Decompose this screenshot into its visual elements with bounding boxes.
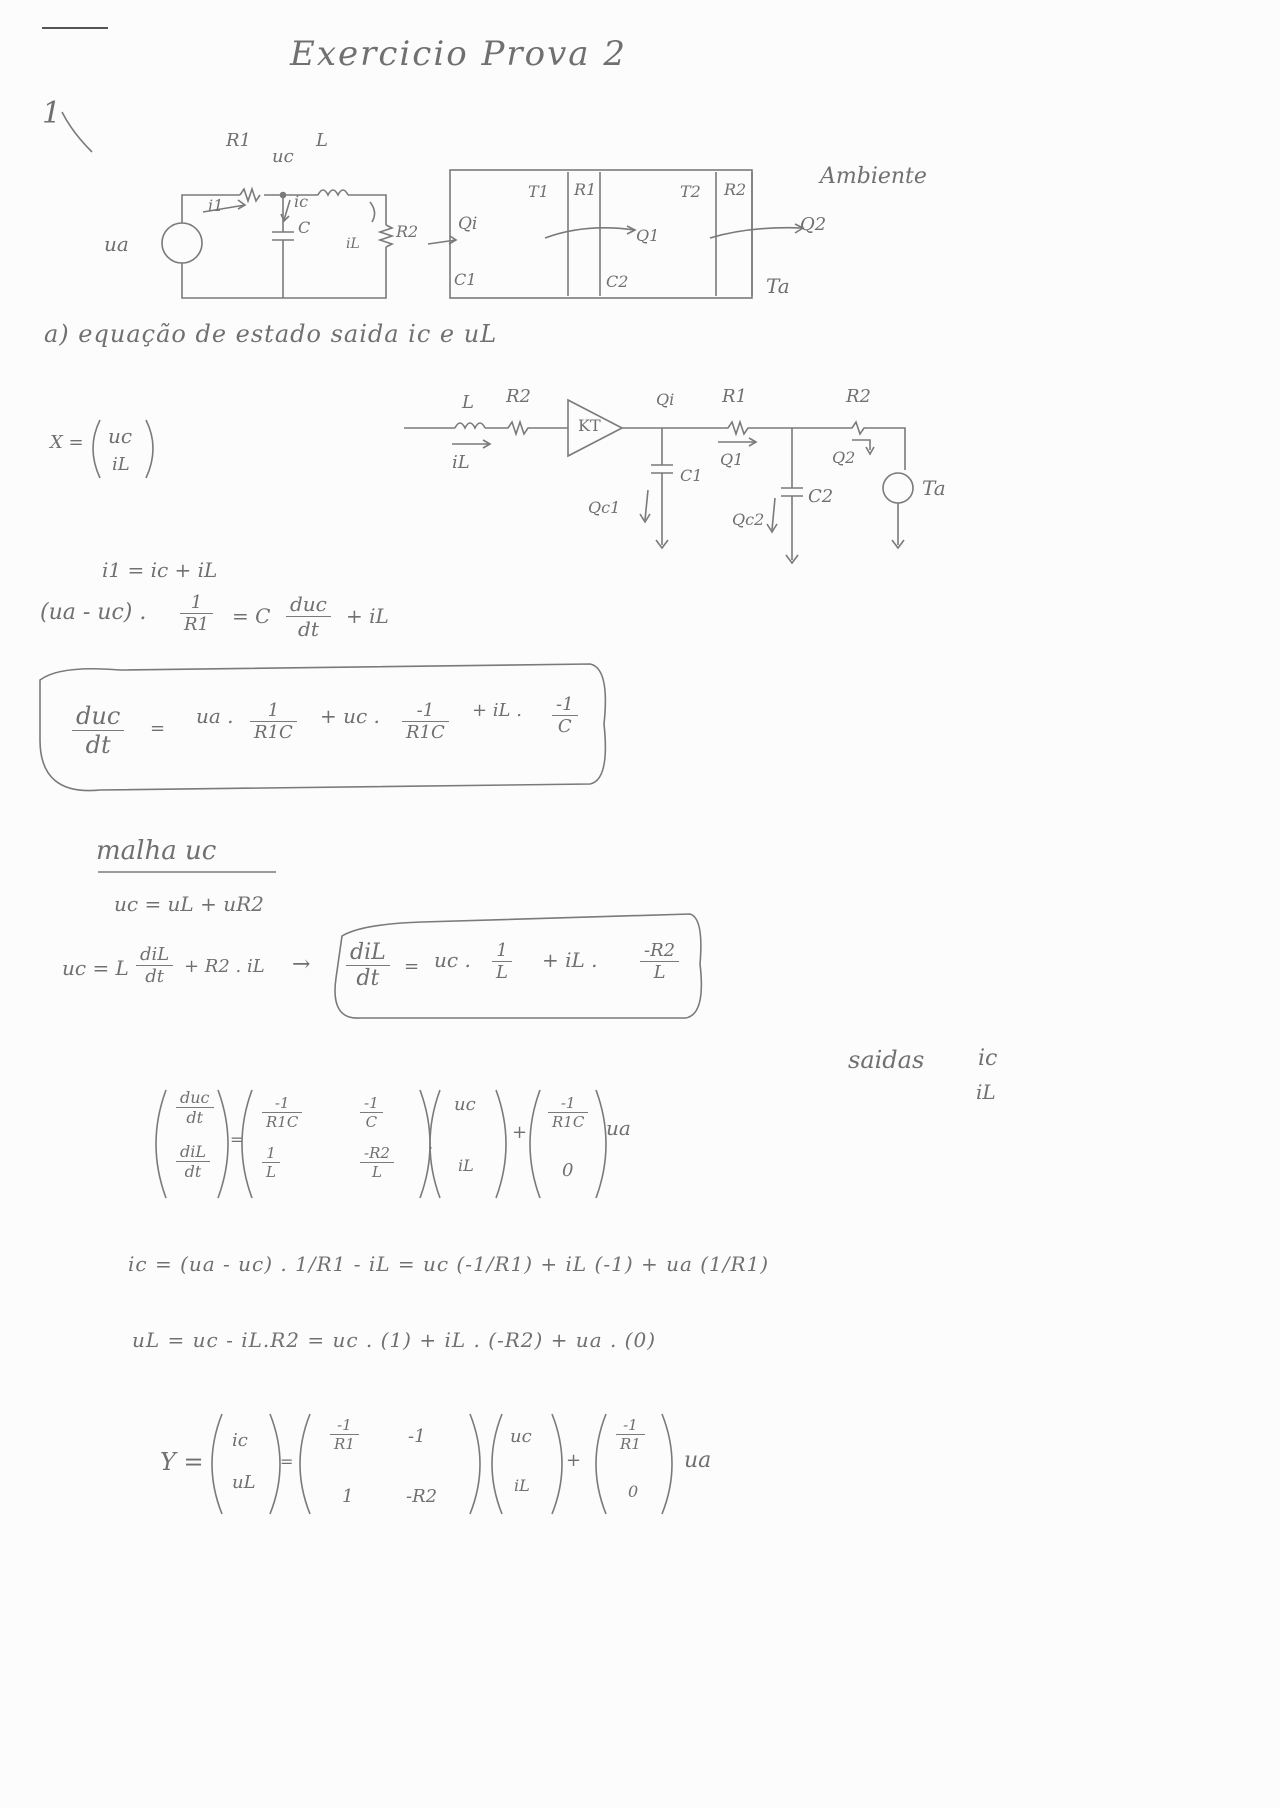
boxed2-equals: = (404, 956, 420, 977)
capacitor (272, 195, 294, 298)
block-il-label: iL (452, 452, 470, 473)
output-plus: + (566, 1450, 582, 1471)
r1-resistor (240, 189, 260, 201)
mesh-eq2-arrow: → (292, 952, 311, 977)
thermal-q2-label: Q2 (800, 214, 827, 235)
thermal-t2-label: T2 (680, 182, 701, 201)
thermal-q1-label: Q1 (636, 226, 660, 245)
thermal-r2-label: R2 (724, 180, 747, 199)
output-d2: 0 (628, 1482, 639, 1501)
ic-equation: ic = (ua - uc) . 1/R1 - iL = uc (-1/R1) + iL (-1) + ua (1/R1) (128, 1252, 770, 1276)
problem-number: 1 (42, 96, 62, 131)
outputs-il: iL (976, 1080, 996, 1104)
matrix-plus: + (512, 1122, 528, 1143)
circuit-c-label: C (298, 218, 311, 237)
thermal-qi-label: Qi (458, 214, 478, 234)
outputs-label: saidas (848, 1046, 925, 1074)
block-r1-label: R1 (722, 386, 748, 407)
boxed1-equals: = (150, 718, 166, 739)
boxed2-lhs: diL dt (346, 940, 390, 991)
block-ta-label: Ta (922, 476, 946, 500)
matrix-input: ua (606, 1116, 631, 1140)
boxed2-t2-pre: + iL . (542, 948, 598, 972)
boxed1-lhs: duc dt (72, 702, 124, 759)
block-q1-label: Q1 (720, 450, 744, 469)
inductor (318, 190, 348, 195)
state-vector-label: X = (50, 432, 84, 453)
output-x1: uc (510, 1426, 532, 1447)
thermal-ta-label: Ta (766, 274, 790, 298)
output-d1: $\frac{-1}{R1}$ (616, 1416, 645, 1453)
eq2-mid: = C (232, 604, 271, 628)
thermal-r1-label: R1 (574, 180, 597, 199)
matrix-a22: $\frac{-R2}{L}$ (360, 1144, 394, 1181)
output-x2: iL (514, 1476, 530, 1495)
block-r2-label: R2 (506, 386, 532, 407)
mesh-eq2-derivative: diL dt (136, 944, 173, 987)
boxed1-t3-frac: $\frac{-1}{C}$ (552, 694, 578, 737)
circuit-r1-label: R1 (226, 130, 252, 151)
page-title: Exercicio Prova 2 (290, 34, 627, 74)
mesh-title: malha uc (96, 836, 217, 866)
output-label: Y = (160, 1448, 204, 1476)
boxed1-t2-frac: $\frac{-1}{R1C}$ (402, 700, 449, 743)
output-c21: 1 (342, 1486, 354, 1507)
thermal-c1-label: C1 (454, 270, 477, 289)
block-q2-label: Q2 (832, 448, 856, 467)
circuit-l-label: L (316, 130, 328, 151)
boxed2-t1-pre: uc . (434, 948, 471, 972)
thermal-c2-label: C2 (606, 272, 629, 291)
output-input: ua (684, 1448, 712, 1473)
block-qc2-label: Qc2 (732, 510, 765, 529)
boxed1-t1-pre: ua . (196, 704, 234, 728)
mesh-eq1: uc = uL + uR2 (114, 892, 264, 916)
r2-resistor (380, 225, 392, 247)
eq2-fraction: $\frac{1}{R1}$ (180, 592, 213, 635)
circuit-i1-label: i1 (208, 196, 224, 215)
boxed2-t2-frac: $\frac{-R2}{L}$ (640, 940, 679, 983)
block-c2-label: C2 (808, 486, 834, 507)
block-qi-label: Qi (656, 390, 675, 409)
output-y2: uL (232, 1472, 256, 1493)
ul-equation: uL = uc - iL.R2 = uc . (1) + iL . (-R2) + ua . (0) (132, 1328, 657, 1352)
circuit-il-label: iL (346, 236, 360, 252)
block-kt-label: KT (578, 416, 601, 435)
output-equals: = (280, 1452, 294, 1471)
matrix-lhs2: diL dt (176, 1142, 210, 1181)
matrix-dot: . (428, 1134, 434, 1153)
matrix-equals: = (230, 1130, 244, 1149)
thermal-t1-label: T1 (528, 182, 549, 201)
eq2-derivative: duc dt (286, 592, 331, 641)
block-r2b-label: R2 (846, 386, 872, 407)
state-vector-bottom: iL (112, 454, 130, 475)
matrix-a12: $\frac{-1}{C}$ (360, 1094, 383, 1131)
circuit-r2-label: R2 (396, 222, 419, 241)
output-c11: $\frac{-1}{R1}$ (330, 1416, 359, 1453)
part-a-heading: a) equação de estado saida ic e uL (44, 320, 498, 348)
problem-arrow (62, 112, 92, 152)
matrix-a21: $\frac{1}{L}$ (262, 1144, 280, 1181)
boxed1-t1-frac: $\frac{1}{R1C}$ (250, 700, 297, 743)
boxed1-t2-pre: + uc . (320, 704, 380, 728)
circuit-uc-label: uc (272, 146, 294, 167)
block-c1-label: C1 (680, 466, 703, 485)
matrix-lhs1: duc dt (176, 1088, 214, 1127)
output-y1: ic (232, 1430, 248, 1451)
eq2-left: (ua - uc) . (40, 600, 147, 625)
mesh-eq2-pre: uc = L (62, 956, 129, 980)
current-sum-eq: i1 = ic + iL (102, 558, 218, 582)
block-qc1-label: Qc1 (588, 498, 621, 517)
block-l-label: L (462, 392, 474, 413)
circuit-ic-label: ic (294, 192, 309, 211)
matrix-x2: iL (458, 1156, 474, 1175)
block-diagram (404, 400, 913, 563)
outputs-ic: ic (978, 1046, 998, 1071)
mesh-eq2-post: + R2 . iL (184, 956, 265, 977)
thermal-ambient-label: Ambiente (820, 164, 927, 189)
boxed2-t1-frac: $\frac{1}{L}$ (492, 940, 512, 983)
boxed1-t3-pre: + iL . (472, 700, 522, 721)
matrix-b2: 0 (562, 1160, 574, 1181)
matrix-x1: uc (454, 1094, 476, 1115)
matrix-a11: $\frac{-1}{R1C}$ (262, 1094, 302, 1131)
output-c22: -R2 (406, 1486, 438, 1507)
matrix-b1: $\frac{-1}{R1C}$ (548, 1094, 588, 1131)
output-c12: -1 (408, 1426, 426, 1447)
circuit-source-label: ua (104, 232, 129, 256)
eq2-right: + iL (346, 604, 389, 628)
state-vector-top: uc (108, 424, 133, 448)
